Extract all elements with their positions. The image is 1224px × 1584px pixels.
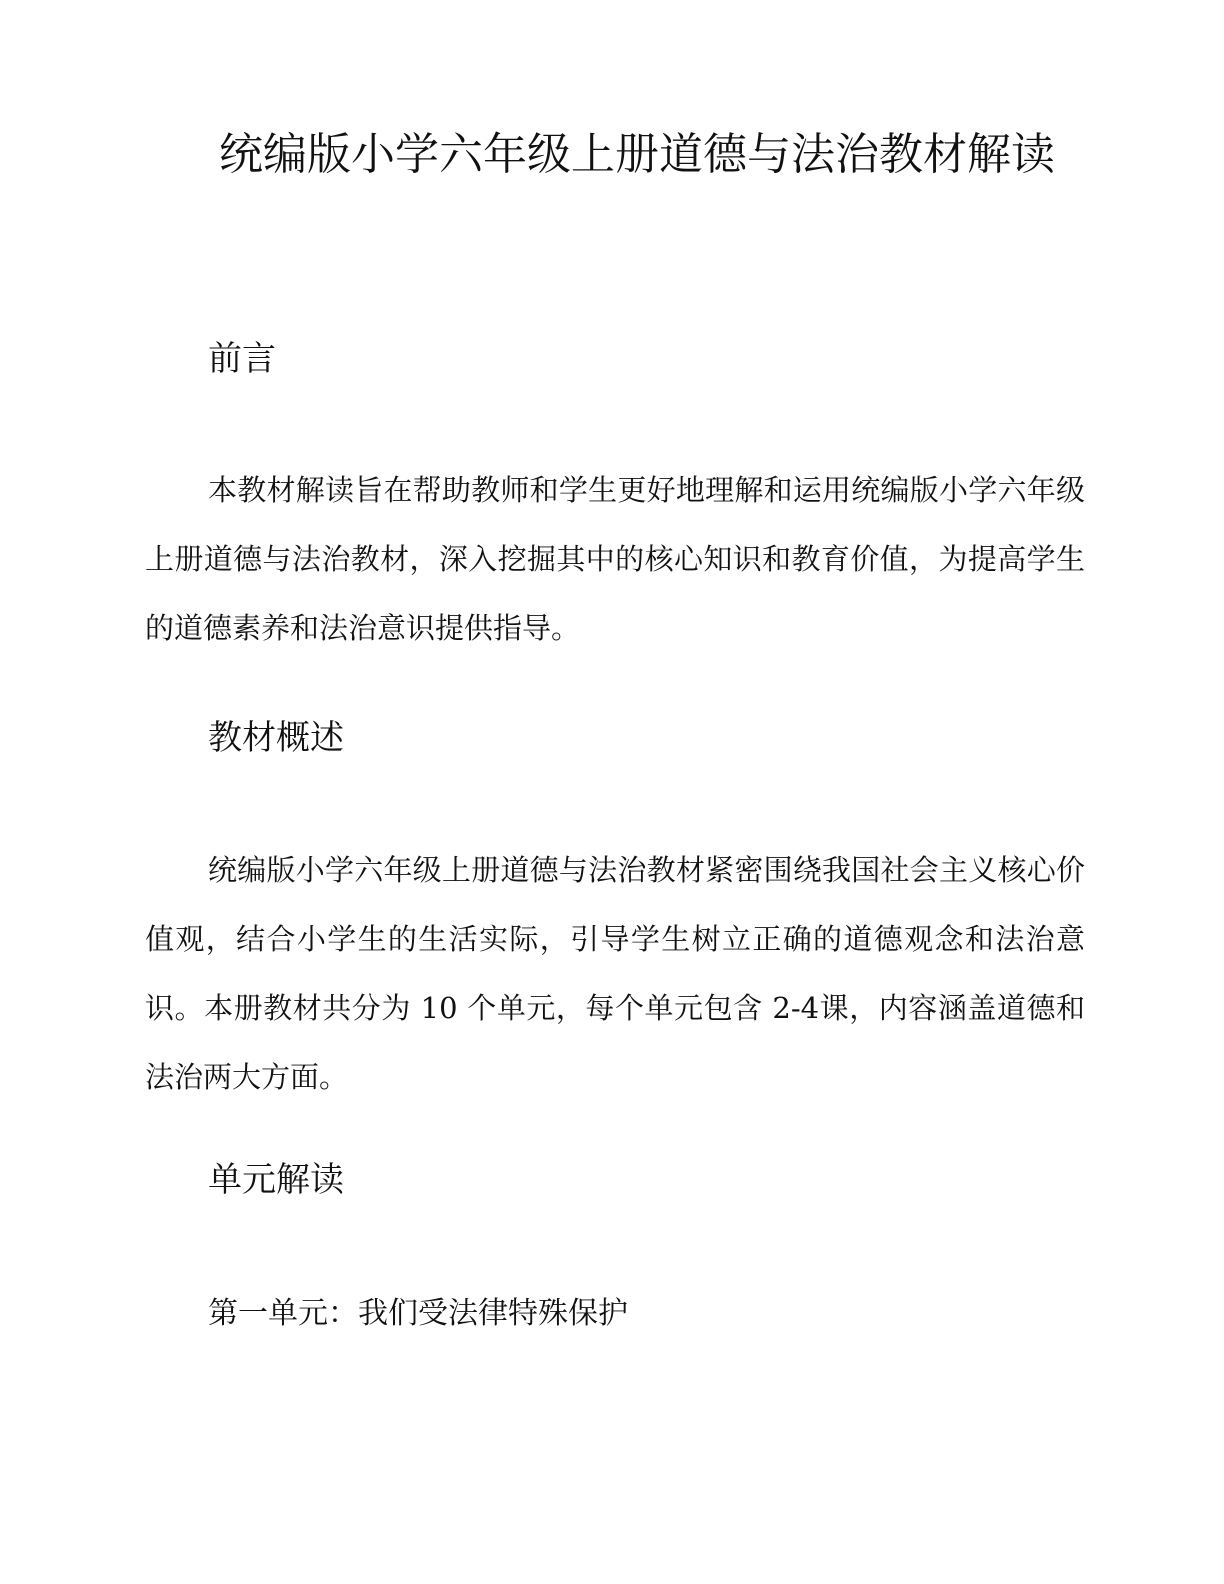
section-heading-units: 单元解读: [208, 1160, 344, 1200]
section-heading-preface: 前言: [208, 339, 276, 379]
section-heading-overview: 教材概述: [208, 718, 344, 758]
section-paragraph-overview: 统编版小学六年级上册道德与法治教材紧密围绕我国社会主义核心价值观，结合小学生的生活实际，引导学生树立正确的道德观念和法治意识。本册教材共分为 10 个单元，每个单元包含 2-4课，内容涵盖道德和法治两大方面。: [145, 853, 1085, 1094]
unit-one-heading: 第一单元：我们受法律特殊保护: [208, 1296, 628, 1331]
section-paragraph-preface: 本教材解读旨在帮助教师和学生更好地理解和运用统编版小学六年级上册道德与法治教材，深入挖掘其中的核心知识和教育价值，为提高学生的道德素养和法治意识提供指导。: [145, 473, 1085, 645]
document-title: 统编版小学六年级上册道德与法治教材解读: [219, 129, 1055, 180]
